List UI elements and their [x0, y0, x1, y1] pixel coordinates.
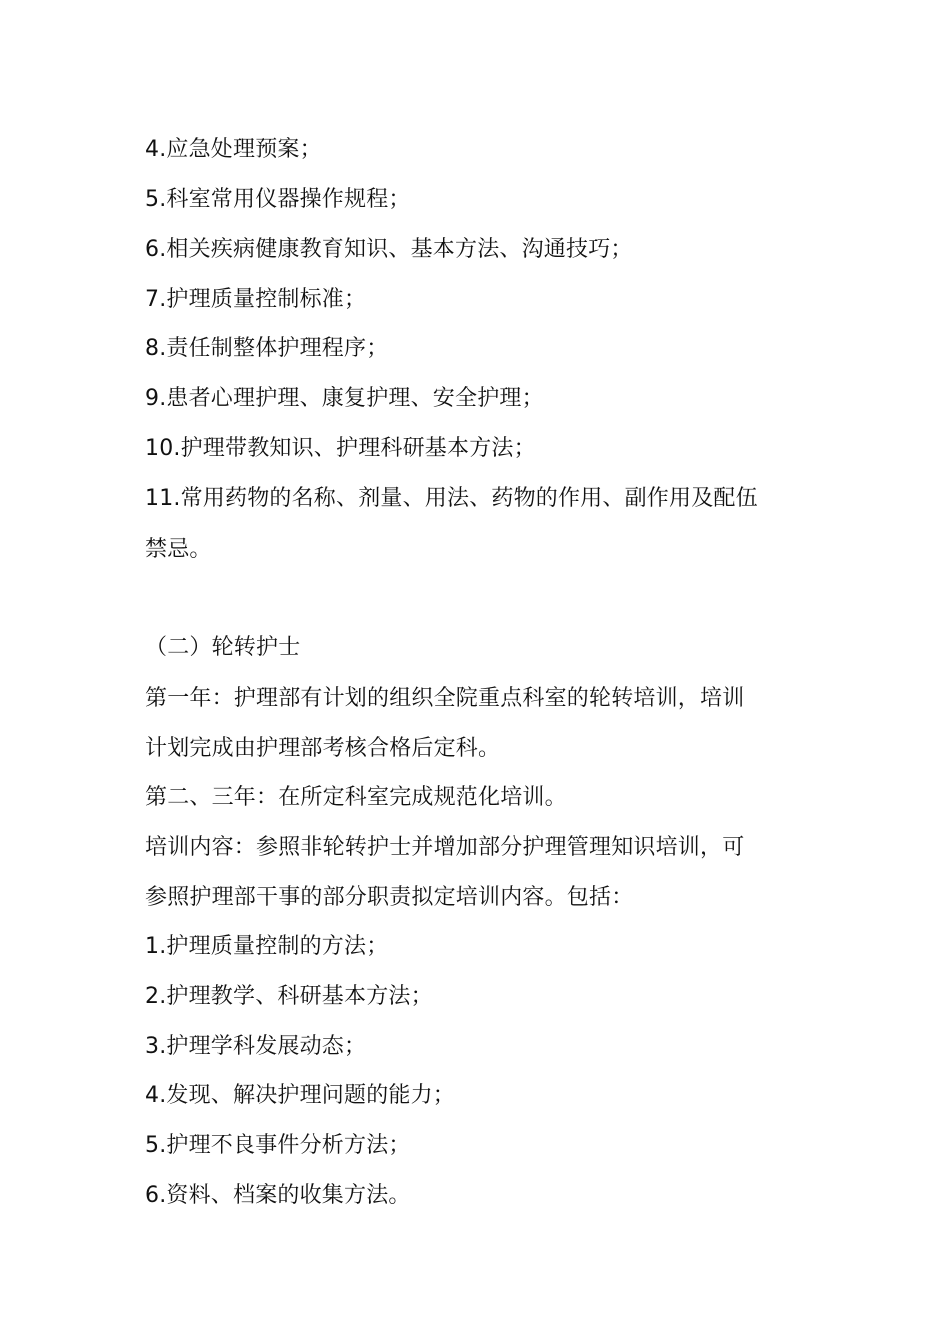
paragraph-line: 培训内容：参照非轮转护士并增加部分护理管理知识培训，可 [145, 835, 745, 860]
section-heading: （二）轮转护士 [145, 635, 301, 660]
paragraph-line: 计划完成由护理部考核合格后定科。 [145, 736, 501, 761]
list-item: 5.护理不良事件分析方法； [145, 1133, 411, 1158]
list-item: 4.发现、解决护理问题的能力； [145, 1083, 455, 1108]
list-item: 4.应急处理预案； [145, 137, 322, 162]
paragraph-line: 第一年：护理部有计划的组织全院重点科室的轮转培训，培训 [145, 686, 745, 711]
paragraph-line: 第二、三年：在所定科室完成规范化培训。 [145, 785, 567, 810]
list-item: 3.护理学科发展动态； [145, 1034, 367, 1059]
paragraph-line: 参照护理部干事的部分职责拟定培训内容。包括： [145, 885, 634, 910]
list-item: 1.护理质量控制的方法； [145, 934, 389, 959]
list-item: 10.护理带教知识、护理科研基本方法； [145, 436, 536, 461]
list-item: 2.护理教学、科研基本方法； [145, 984, 433, 1009]
list-item: 6.资料、档案的收集方法。 [145, 1183, 411, 1208]
list-item: 7.护理质量控制标准； [145, 287, 367, 312]
list-item: 9.患者心理护理、康复护理、安全护理； [145, 386, 544, 411]
list-item: 5.科室常用仪器操作规程； [145, 187, 411, 212]
list-item: 11.常用药物的名称、剂量、用法、药物的作用、副作用及配伍 [145, 486, 758, 511]
list-item: 8.责任制整体护理程序； [145, 336, 389, 361]
list-item-continuation: 禁忌。 [145, 537, 212, 562]
list-item: 6.相关疾病健康教育知识、基本方法、沟通技巧； [145, 237, 633, 262]
